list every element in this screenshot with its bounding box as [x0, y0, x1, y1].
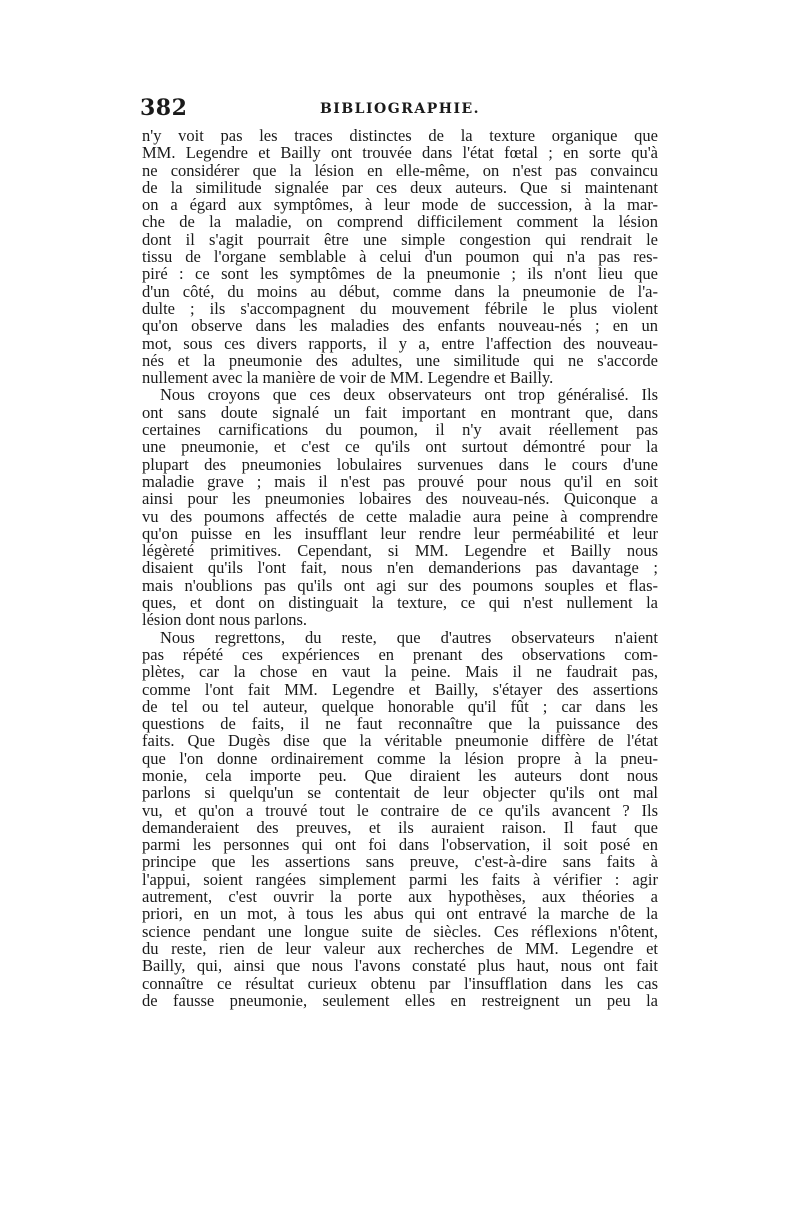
text-line: on a égard aux symptômes, à leur mode de succession, à la mar-: [142, 195, 658, 215]
text-line: science pendant une longue suite de siècles. Ces réflexions n'ôtent,: [142, 921, 658, 941]
text-line: pas répété ces expériences en prenant des observations com-: [142, 644, 658, 664]
body-text: [142, 127, 658, 1009]
text-line: d'un côté, du moins au début, comme dans la pneumonie de l'a-: [142, 281, 658, 301]
text-line: tissu de l'organe semblable à celui d'un poumon qui n'a pas res-: [142, 247, 658, 267]
text-line: maladie grave ; mais il n'est pas prouvé pour nous qu'il en soit: [142, 471, 658, 491]
text-line: plupart des pneumonies lobulaires survenues dans le cours d'une: [142, 454, 658, 474]
page-number: 382: [140, 95, 188, 121]
text-line: que l'on donne ordinairement comme la lésion propre à la pneu-: [142, 748, 658, 768]
text-line: piré : ce sont les symptômes de la pneumonie ; ils n'ont lieu que: [142, 264, 658, 284]
text-line: parmi les personnes qui ont foi dans l'observation, il soit posé en: [142, 835, 658, 855]
text-line: parlons si quelqu'un se contentait de leur objecter qu'ils ont mal: [142, 783, 658, 803]
text-line: disaient qu'ils l'ont fait, nous n'en demanderions pas davantage ;: [142, 558, 658, 578]
text-line: lésion dont nous parlons.: [142, 610, 307, 630]
text-line: qu'on puisse en les insufflant leur rendre leur perméabilité et leur: [142, 523, 658, 543]
text-line: n'y voit pas les traces distinctes de la texture organique que: [142, 126, 658, 145]
text-line: Nous croyons que ces deux observateurs ont trop généralisé. Ils: [160, 385, 658, 405]
text-line: ne considérer que la lésion en elle-même, on n'est pas convaincu: [142, 160, 658, 180]
text-line: Bailly, qui, ainsi que nous l'avons constaté plus haut, nous ont fait: [142, 956, 658, 976]
text-line: certaines carnifications du poumon, il n'y avait réellement pas: [142, 420, 658, 440]
text-line: ont sans doute signalé un fait important en montrant que, dans: [142, 402, 658, 422]
text-line: mot, sous ces divers rapports, il y a, entre l'affection des nouveau-: [142, 333, 658, 353]
text-line: Nous regrettons, du reste, que d'autres observateurs n'aient: [160, 627, 658, 647]
text-line: principe que les assertions sans preuve, c'est-à-dire sans faits à: [142, 852, 658, 872]
text-line: questions de faits, il ne faut reconnaître que la puissance des: [142, 714, 658, 734]
text-line: dulte ; ils s'accompagnent du mouvement fébrile le plus violent: [142, 298, 658, 318]
text-line: ques, et dont on distinguait la texture, ce qui n'est nullement la: [142, 593, 658, 613]
text-line: nés et la pneumonie des adultes, une similitude qui ne s'accorde: [142, 350, 658, 370]
text-line: demanderaient des preuves, et ils auraient raison. Il faut que: [142, 817, 658, 837]
text-line: faits. Que Dugès dise que la véritable pneumonie diffère de l'état: [142, 731, 658, 751]
text-line: vu, et qu'on a trouvé tout le contraire de ce qu'ils avancent ? Ils: [142, 800, 658, 820]
text-line: monie, cela importe peu. Que diraient les auteurs dont nous: [142, 765, 658, 785]
text-line: MM. Legendre et Bailly ont trouvée dans l'état fœtal ; en sorte qu'à: [142, 143, 658, 163]
text-line: vu des poumons affectés de cette maladie aura peine à comprendre: [142, 506, 658, 526]
running-title: BIBLIOGRAPHIE.: [319, 101, 481, 117]
text-line: une pneumonie, et c'est ce qu'ils ont surtout démontré pour la: [142, 437, 658, 457]
text-line: l'appui, soient rangées simplement parmi les faits à vérifier : agir: [142, 869, 658, 889]
text-line: de la similitude signalée par ces deux auteurs. Que si maintenant: [142, 177, 658, 197]
text-line: comme l'ont fait MM. Legendre et Bailly, s'étayer des assertions: [142, 679, 658, 699]
text-line: qu'on observe dans les maladies des enfants nouveau-nés ; en un: [142, 316, 658, 336]
text-line: priori, en un mot, à tous les abus qui ont entravé la marche de la: [142, 904, 658, 924]
text-line: du reste, rien de leur valeur aux recherches de MM. Legendre et: [142, 938, 658, 958]
text-line: ainsi pour les pneumonies lobaires des nouveau-nés. Quiconque a: [142, 489, 658, 509]
text-line: mais n'oublions pas qu'ils ont agi sur des poumons souples et flas-: [142, 575, 658, 595]
text-line: autrement, c'est ouvrir la porte aux hypothèses, aux théories a: [142, 887, 658, 907]
text-line: nullement avec la manière de voir de MM. Legendre et Bailly.: [142, 368, 554, 388]
text-line: che de la maladie, on comprend difficilement comment la lésion: [142, 212, 658, 232]
text-line: dont il s'agit pourrait être une simple congestion qui rendrait le: [142, 229, 658, 249]
text-line: de tel ou tel auteur, quelque honorable qu'il fût ; car dans les: [142, 696, 658, 716]
text-line: légèreté primitives. Cependant, si MM. Legendre et Bailly nous: [142, 541, 658, 561]
text-line: plètes, car la chose en vaut la peine. Mais il ne faudrait pas,: [142, 662, 658, 682]
text-line: connaître ce résultat curieux obtenu par l'insufflation dans les cas: [142, 973, 658, 993]
text-line: de fausse pneumonie, seulement elles en restreignent un peu la: [142, 990, 658, 1010]
